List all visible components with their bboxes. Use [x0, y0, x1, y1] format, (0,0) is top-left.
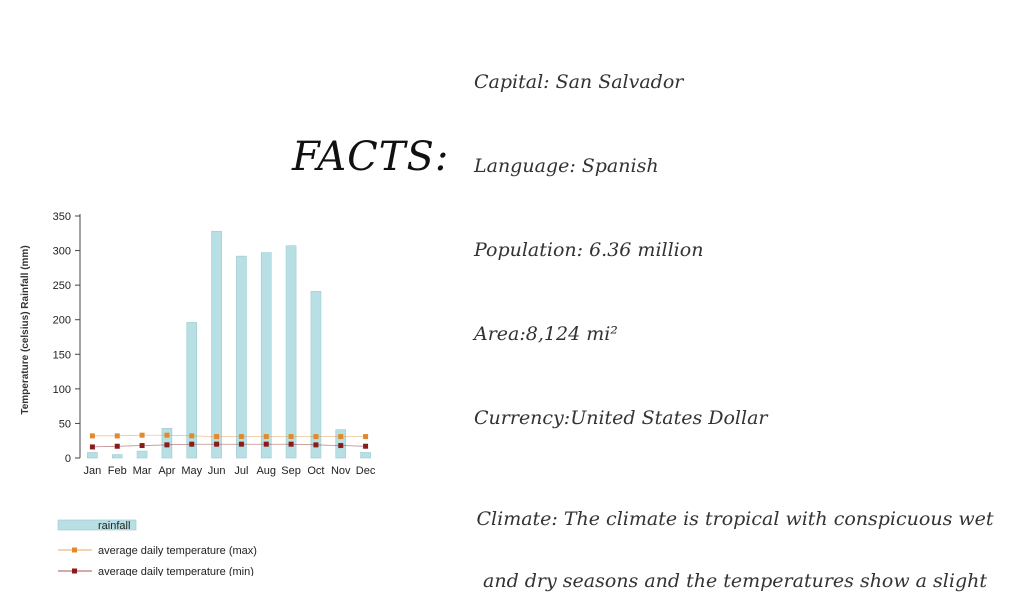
rainfall-bar [361, 452, 371, 458]
fact-area: Area:8,124 mi² [474, 323, 618, 345]
temp-max-point [189, 433, 194, 438]
x-tick-label: May [181, 465, 203, 477]
temp-min-point [164, 442, 169, 447]
climate-line: and dry seasons and the temperatures show a slight [483, 570, 987, 592]
rainfall-bar [236, 256, 246, 458]
x-tick-label: Nov [330, 465, 351, 477]
temp-max-point [338, 434, 343, 439]
y-tick-label: 100 [52, 383, 71, 396]
temp-min-line [92, 444, 365, 447]
climate-line: Climate: The climate is tropical with conspicuous wet [476, 508, 994, 530]
x-axis-labels [84, 465, 376, 477]
legend-label-max: average daily temperature (max) [98, 545, 257, 557]
x-tick-label: Dec [355, 465, 376, 477]
facts-list [474, 68, 1014, 488]
y-axis-label: Temperature (celsius) Rainfall (mm) [20, 245, 31, 415]
y-tick-label: 200 [52, 314, 71, 327]
x-tick-label: Feb [107, 465, 127, 477]
y-tick-label: 250 [52, 280, 71, 293]
x-tick-label: Jan [83, 465, 102, 477]
rainfall-bars [87, 231, 370, 458]
temp-max-point [289, 434, 294, 439]
chart-legend [58, 520, 257, 576]
slide-title: FACTS: [292, 134, 450, 180]
y-tick-label: 350 [52, 211, 71, 223]
temp-max-point [140, 433, 145, 438]
chart-axes [53, 211, 80, 465]
temp-max-point [115, 433, 120, 438]
x-tick-label: Jun [207, 465, 226, 477]
x-tick-label: Aug [256, 465, 277, 477]
x-tick-label: Mar [132, 465, 152, 477]
temp-max-point [264, 434, 269, 439]
rainfall-bar [212, 231, 222, 458]
fact-capital: Capital: San Salvador [474, 71, 684, 93]
temp-min-point [264, 442, 269, 447]
rainfall-bar [311, 291, 321, 458]
temp-min-point [90, 444, 95, 449]
temp-min-point [289, 442, 294, 447]
climate-chart-svg [0, 192, 400, 576]
temp-min-point [115, 444, 120, 449]
y-tick-label: 150 [52, 349, 71, 362]
climate-text [470, 488, 1000, 612]
fact-language: Language: Spanish [474, 155, 659, 177]
temp-min-point [239, 442, 244, 447]
rainfall-bar [286, 246, 296, 458]
legend-label-min: average daily temperature (min) [98, 566, 254, 576]
x-tick-label: Apr [158, 465, 176, 477]
temp-max-point [164, 433, 169, 438]
fact-population: Population: 6.36 million [474, 239, 704, 261]
temp-min-point [338, 443, 343, 448]
x-tick-label: Oct [307, 465, 325, 477]
temperature-series [90, 433, 368, 450]
temp-min-point [214, 442, 219, 447]
y-tick-label: 50 [58, 418, 71, 431]
temp-min-point [140, 443, 145, 448]
legend-label-rainfall: rainfall [98, 520, 131, 532]
temp-max-line [92, 435, 365, 436]
x-tick-label: Sep [281, 465, 301, 477]
temp-max-point [313, 434, 318, 439]
x-tick-label: Jul [234, 465, 249, 477]
rainfall-bar [112, 455, 122, 458]
legend-marker-max [72, 548, 77, 553]
rainfall-bar [137, 451, 147, 458]
rainfall-bar [87, 452, 97, 458]
temp-max-point [363, 434, 368, 439]
climate-chart [0, 192, 400, 576]
temp-max-point [90, 433, 95, 438]
legend-marker-min [72, 569, 77, 574]
temp-max-point [239, 434, 244, 439]
y-tick-label: 300 [52, 245, 71, 258]
temp-min-point [363, 444, 368, 449]
y-tick-label: 0 [64, 453, 71, 465]
rainfall-bar [261, 253, 271, 458]
temp-min-point [313, 442, 318, 447]
temp-max-point [214, 434, 219, 439]
fact-currency: Currency:United States Dollar [474, 407, 768, 429]
temp-min-point [189, 442, 194, 447]
